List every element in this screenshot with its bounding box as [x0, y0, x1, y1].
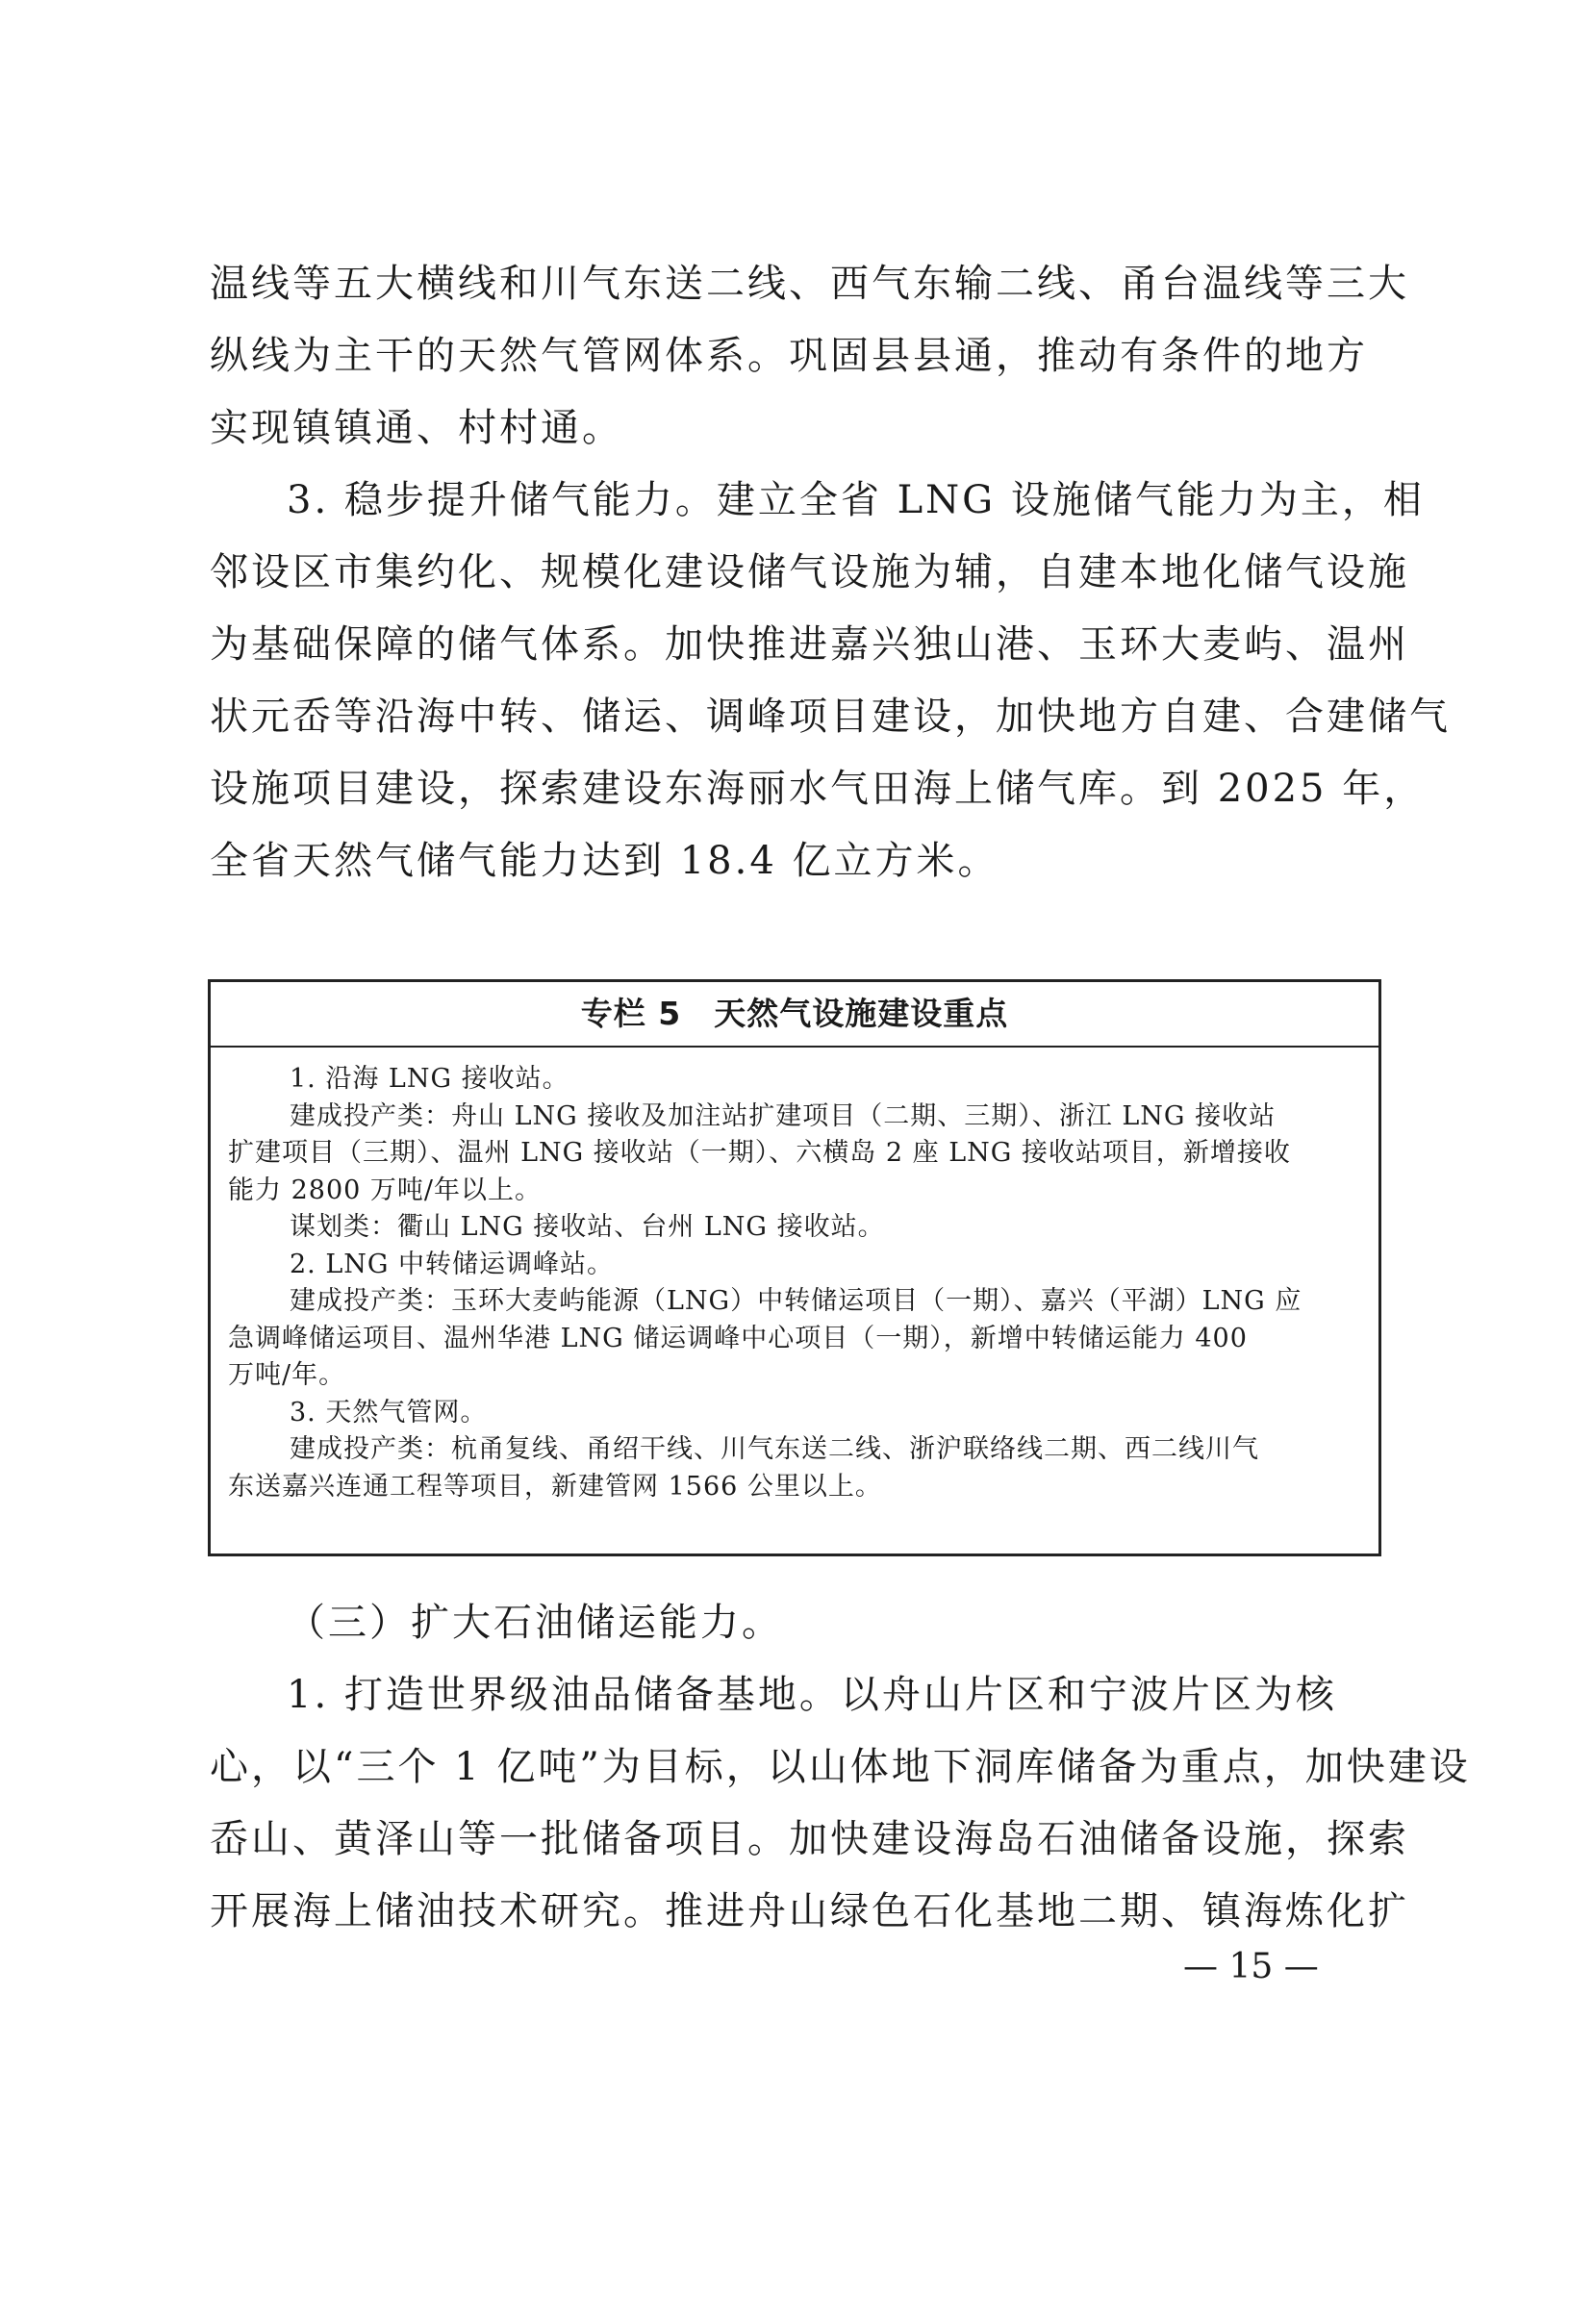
box-text-line: 建成投产类：舟山 LNG 接收及加注站扩建项目（二期、三期）、浙江 LNG 接收站 [290, 1100, 1277, 1131]
section-heading: （三）扩大石油储运能力。 [287, 1601, 783, 1645]
text-line: 心，以“三个 1 亿吨”为目标，以山体地下洞库储备为重点，加快建设 [210, 1745, 1471, 1789]
box-text-line: 能力 2800 万吨/年以上。 [228, 1175, 542, 1205]
text-line: 全省天然气储气能力达到 18.4 亿立方米。 [210, 839, 999, 883]
text-line: 岙山、黄泽山等一批储备项目。加快建设海岛石油储备设施，探索 [210, 1817, 1409, 1861]
paragraph-oil-storage [210, 1659, 1471, 1948]
box-text-line: 2. LNG 中转储运调峰站。 [290, 1249, 615, 1279]
box-title: 专栏 5 天然气设施建设重点 [211, 982, 1378, 1048]
paragraph-gas-storage [210, 465, 1451, 897]
text-line: 开展海上储油技术研究。推进舟山绿色石化基地二期、镇海炼化扩 [210, 1889, 1409, 1933]
box-text-line: 谋划类：衢山 LNG 接收站、台州 LNG 接收站。 [290, 1212, 885, 1242]
box-body [211, 1048, 1378, 1505]
box-text-line: 3. 天然气管网。 [290, 1397, 488, 1427]
text-line: 3. 稳步提升储气能力。建立全省 LNG 设施储气能力为主，相 [287, 478, 1425, 522]
box-text-line: 扩建项目（三期）、温州 LNG 接收站（一期）、六横岛 2 座 LNG 接收站项目，新增接收 [228, 1138, 1291, 1168]
text-line: 实现镇镇通、村村通。 [210, 406, 623, 450]
text-line: 1. 打造世界级油品储备基地。以舟山片区和宁波片区为核 [287, 1673, 1337, 1717]
top-text-block [210, 248, 1451, 897]
page-number: — 15 — [1183, 1947, 1319, 1986]
box-text-line: 东送嘉兴连通工程等项目，新建管网 1566 公里以上。 [228, 1471, 882, 1502]
paragraph-gas-network [210, 248, 1409, 465]
text-line: 状元岙等沿海中转、储运、调峰项目建设，加快地方自建、合建储气 [210, 695, 1451, 739]
text-line: 邻设区市集约化、规模化建设储气设施为辅，自建本地化储气设施 [210, 550, 1409, 594]
box-text-line: 建成投产类：杭甬复线、甬绍干线、川气东送二线、浙沪联络线二期、西二线川气 [290, 1434, 1259, 1464]
text-line: 纵线为主干的天然气管网体系。巩固县县通，推动有条件的地方 [210, 334, 1368, 378]
box-text-line: 急调峰储运项目、温州华港 LNG 储运调峰中心项目（一期），新增中转储运能力 400 [228, 1323, 1248, 1353]
text-line: 设施项目建设，探索建设东海丽水气田海上储气库。到 2025 年， [210, 767, 1426, 811]
box-text-line: 建成投产类：玉环大麦屿能源（LNG）中转储运项目（一期）、嘉兴（平湖）LNG 应 [290, 1286, 1302, 1316]
box-text-line: 1. 沿海 LNG 接收站。 [290, 1064, 569, 1094]
text-line: 为基础保障的储气体系。加快推进嘉兴独山港、玉环大麦屿、温州 [210, 622, 1409, 667]
bottom-text-block [210, 1587, 1471, 1948]
box-text-line: 万吨/年。 [228, 1360, 346, 1390]
sidebar-box-key-projects [208, 979, 1381, 1556]
text-line: 温线等五大横线和川气东送二线、西气东输二线、甬台温线等三大 [210, 262, 1409, 306]
